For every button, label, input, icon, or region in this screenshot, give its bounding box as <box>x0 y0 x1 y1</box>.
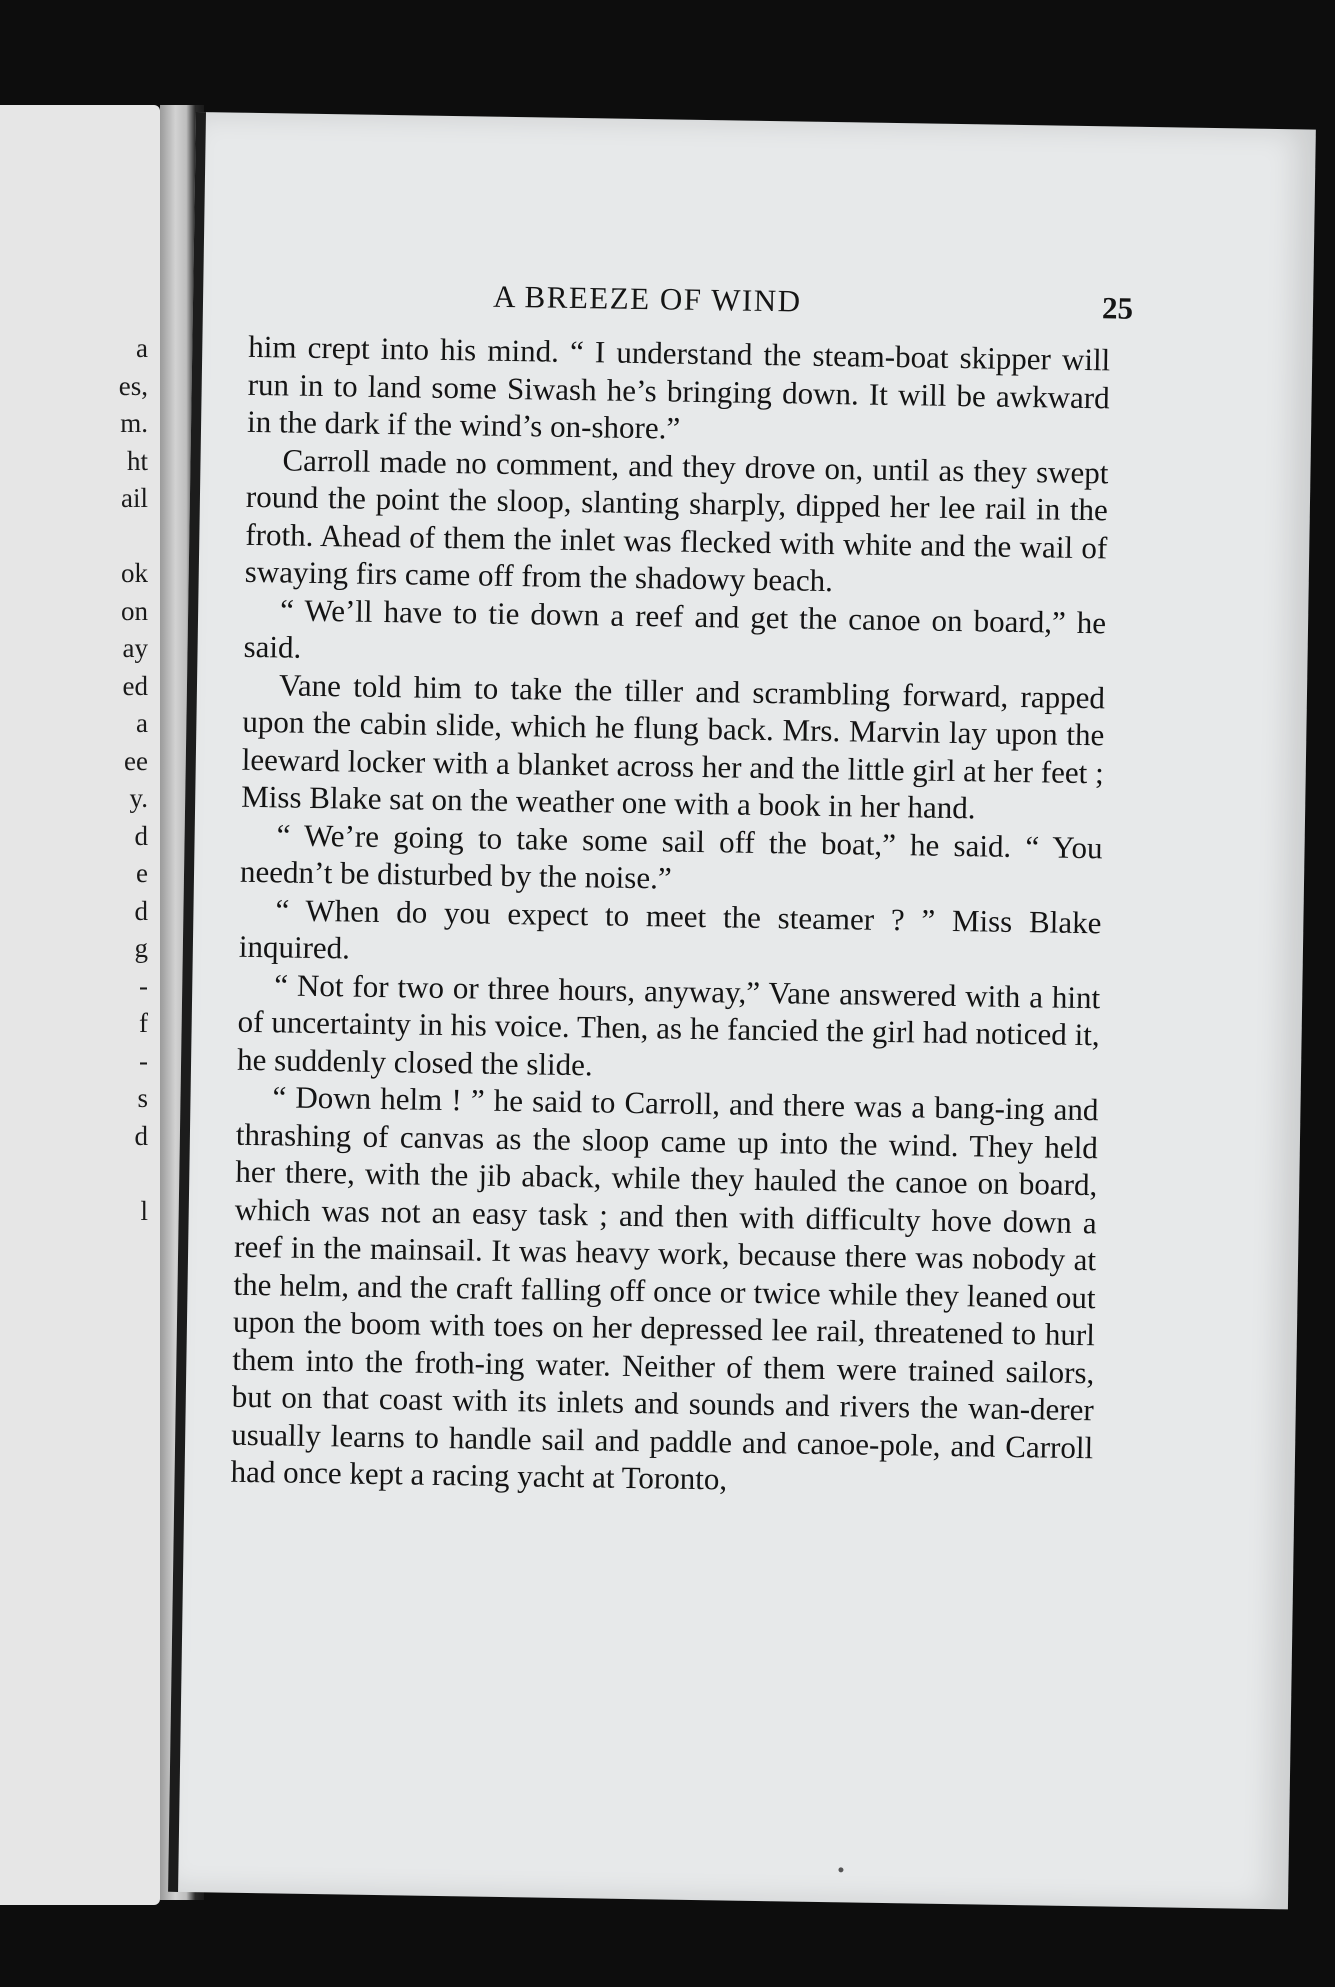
left-page-fragment: a <box>136 708 148 738</box>
left-page-fragment: a <box>136 333 148 363</box>
paragraph: Carroll made no comment, and they drove on, until as they swept round the point the sloop, slanting sharply, dipped her lee rail in the froth. Ahead of them the inlet was flecked with white and the wail of swaying firs came off from the shadowy beach. <box>244 441 1109 599</box>
left-page-fragment: s <box>137 1083 148 1113</box>
paragraph: “ We’re going to take some sail off the boat,” he said. “ You needn’t be disturbed by the noise.” <box>239 816 1103 896</box>
left-page-fragment: ail <box>121 483 148 513</box>
left-page-fragment: ed <box>122 670 148 701</box>
left-page-fragment: on <box>121 595 148 626</box>
left-page-fragment: ok <box>121 558 148 588</box>
left-page-fragment: e <box>136 858 148 888</box>
left-page-fragment: d <box>134 820 148 851</box>
left-page-fragment: f <box>139 1008 148 1038</box>
left-page-fragment <box>88 1155 148 1193</box>
left-page-fragment: - <box>139 970 148 1001</box>
left-page-fragment: es, <box>118 370 148 401</box>
left-page-fragment: ee <box>124 745 148 776</box>
left-page-fragment: m. <box>120 408 148 438</box>
left-page-fragment: g <box>134 933 148 963</box>
page-header <box>203 274 1313 331</box>
paragraph: him crept into his mind. “ I understand the steam-boat skipper will run in to land some Siwash he’s bringing down. It will be awkward in the dark if the wind’s on-shore.” <box>246 328 1111 446</box>
page-number: 25 <box>1101 290 1134 326</box>
paragraph: “ Down helm ! ” he said to Carroll, and there was a bang-ing and thrashing of canvas as the sloop came up into the wind. They held her there, with the jib aback, while they hauled the canoe on board, which was not an easy task ; and then with difficulty hove down a reef in the mainsail. It was heavy work, because there was nobody at the helm, and the craft falling off once or twice while they leaned out upon the boom with toes on her depressed lee rail, threatened to hurl them into the froth-ing water. Neither of them were trained sailors, but on that coast with its inlets and sounds and rivers the wan-derer usually learns to handle sail and paddle and canoe-pole, and Carroll had once kept a racing yacht at Toronto, <box>230 1079 1099 1497</box>
body-text <box>230 328 1110 1504</box>
left-facing-page <box>0 105 160 1905</box>
left-page-fragment: y. <box>129 783 148 813</box>
left-page-fragment: l <box>140 1195 148 1226</box>
left-page-fragment: d <box>134 895 148 926</box>
running-title: A BREEZE OF WIND <box>492 278 802 319</box>
left-page-fragment: - <box>139 1045 148 1076</box>
paragraph: “ Not for two or three hours, anyway,” Vane answered with a hint of uncertainty in his voice. Then, as he fancied the girl had noticed it, he suddenly closed the slide. <box>236 966 1101 1082</box>
paragraph: Vane told him to take the tiller and scrambling forward, rapped upon the cabin slide, which he flung back. Mrs. Marvin lay upon the leeward locker with a blanket across her and the little girl at her feet ; Miss Blake sat on the weather one with a book in her hand. <box>240 666 1106 826</box>
left-page-fragment <box>88 518 148 556</box>
book-page <box>168 112 1316 1909</box>
paper-speck <box>838 1867 843 1872</box>
left-page-fragment: ay <box>122 633 148 663</box>
left-page-fragment: d <box>134 1120 148 1151</box>
left-page-text-fragments <box>88 330 148 1230</box>
paragraph: “ We’ll have to tie down a reef and get the canoe on board,” he said. <box>243 591 1107 665</box>
left-page-fragment: ht <box>126 445 148 476</box>
paragraph: “ When do you expect to meet the steamer ? ” Miss Blake inquired. <box>238 891 1102 966</box>
